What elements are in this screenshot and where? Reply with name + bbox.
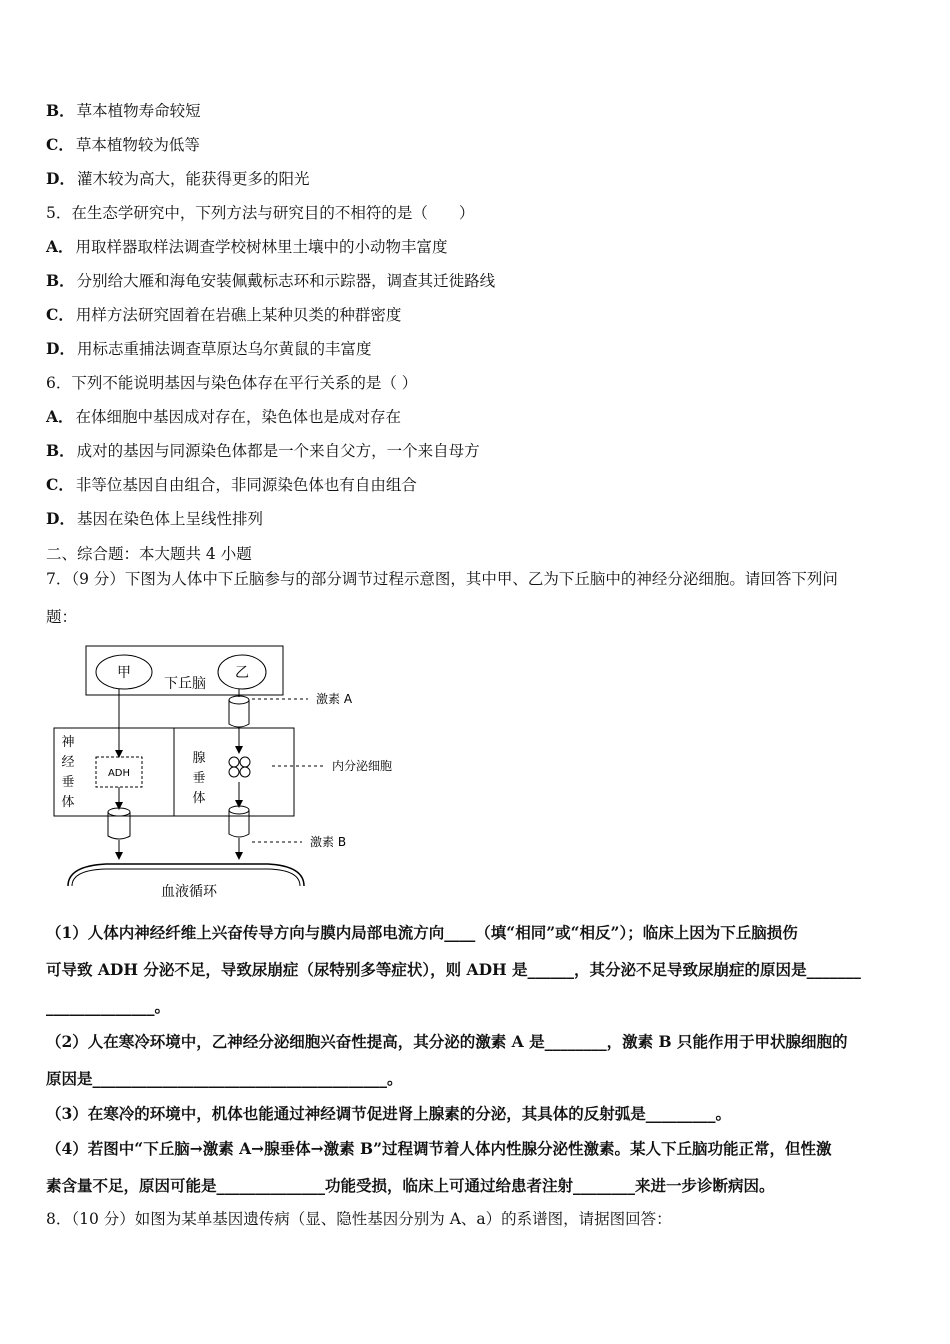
adeno-char-2: 垂 <box>192 771 206 786</box>
q4-option-c: C． 草本植物较为低等 <box>46 135 200 154</box>
q6-option-b: B． 成对的基因与同源染色体都是一个来自父方，一个来自母方 <box>46 441 480 460</box>
neuro-char-3: 垂 <box>61 775 75 790</box>
q7-p2-line1: （2）人在寒冷环境中，乙神经分泌细胞兴奋性提高，其分泌的激素 A 是________，激素 B 只能作用于甲状腺细胞的 <box>46 1032 848 1051</box>
label-yi: 乙 <box>235 665 249 681</box>
q6-option-c: C． 非等位基因自由组合，非同源染色体也有自由组合 <box>46 475 417 494</box>
q5-option-c: C． 用样方法研究固着在岩礁上某种贝类的种群密度 <box>46 305 402 324</box>
neuro-char-1: 神 <box>61 735 75 750</box>
q6-option-d: D． 基因在染色体上呈线性排列 <box>46 509 263 528</box>
label-hormone-a: 激素 A <box>316 692 353 706</box>
neuro-char-4: 体 <box>61 795 75 810</box>
q7-p4-line1: （4）若图中“下丘脑→激素 A→腺垂体→激素 B”过程调节着人体内性腺分泌性激素。某人下丘脑功能正常，但性激 <box>46 1139 832 1158</box>
q7-p2-line2: 原因是______________________________________。 <box>46 1069 403 1088</box>
section-heading: 二、综合题：本大题共 4 小题 <box>46 545 252 563</box>
q7-p1-line2: 可导致 ADH 分泌不足，导致尿崩症（尿特别多等症状），则 ADH 是______，其分泌不足导致尿崩症的原因是_______ <box>46 960 861 979</box>
endocrine-cells-icon <box>229 757 250 777</box>
neuro-char-2: 经 <box>61 755 75 770</box>
label-blood: 血液循环 <box>161 884 217 900</box>
q5-stem: 5．在生态学研究中，下列方法与研究目的不相符的是（ ） <box>46 204 475 222</box>
q7-p1-line1: （1）人体内神经纤维上兴奋传导方向与膜内局部电流方向____（填“相同”或“相反”）；临床上因为下丘脑损伤 <box>46 923 798 942</box>
q6-option-a: A． 在体细胞中基因成对存在，染色体也是成对存在 <box>46 407 402 426</box>
q7-stem-line1: 7．（9 分）下图为人体中下丘脑参与的部分调节过程示意图，其中甲、乙为下丘脑中的神经分泌细胞。请回答下列问 <box>46 570 838 588</box>
q7-stem-line2: 题： <box>46 608 78 626</box>
blood-vessel <box>68 864 304 886</box>
q5-option-a: A． 用取样器取样法调查学校树林里土壤中的小动物丰富度 <box>46 237 448 256</box>
label-hypothalamus: 下丘脑 <box>164 676 206 692</box>
q6-stem: 6．下列不能说明基因与染色体存在平行关系的是（ ） <box>46 374 418 392</box>
q5-option-b: B． 分别给大雁和海龟安装佩戴标志环和示踪器，调查其迁徙路线 <box>46 271 496 290</box>
adeno-char-3: 体 <box>192 791 206 806</box>
hypothalamus-regulation-diagram <box>46 640 406 905</box>
label-jia: 甲 <box>117 665 131 681</box>
adeno-char-1: 腺 <box>192 751 206 766</box>
label-endocrine-cell: 内分泌细胞 <box>332 759 393 773</box>
q4-option-d: D． 灌木较为高大，能获得更多的阳光 <box>46 169 310 188</box>
label-hormone-b: 激素 B <box>310 835 347 849</box>
q4-option-b: B． 草本植物寿命较短 <box>46 101 201 120</box>
label-adh: ADH <box>107 768 131 779</box>
q7-p1-line3: ______________。 <box>46 997 171 1016</box>
q8-stem: 8．（10 分）如图为某单基因遗传病（显、隐性基因分别为 A、a）的系谱图，请据图回答： <box>46 1210 672 1228</box>
q7-p4-line2: 素含量不足，原因可能是______________功能受损，临床上可通过给患者注射________来进一步诊断病因。 <box>46 1176 775 1195</box>
q7-p3: （3）在寒冷的环境中，机体也能通过神经调节促进肾上腺素的分泌，其具体的反射弧是_________。 <box>46 1104 732 1123</box>
q5-option-d: D． 用标志重捕法调查草原达乌尔黄鼠的丰富度 <box>46 339 372 358</box>
